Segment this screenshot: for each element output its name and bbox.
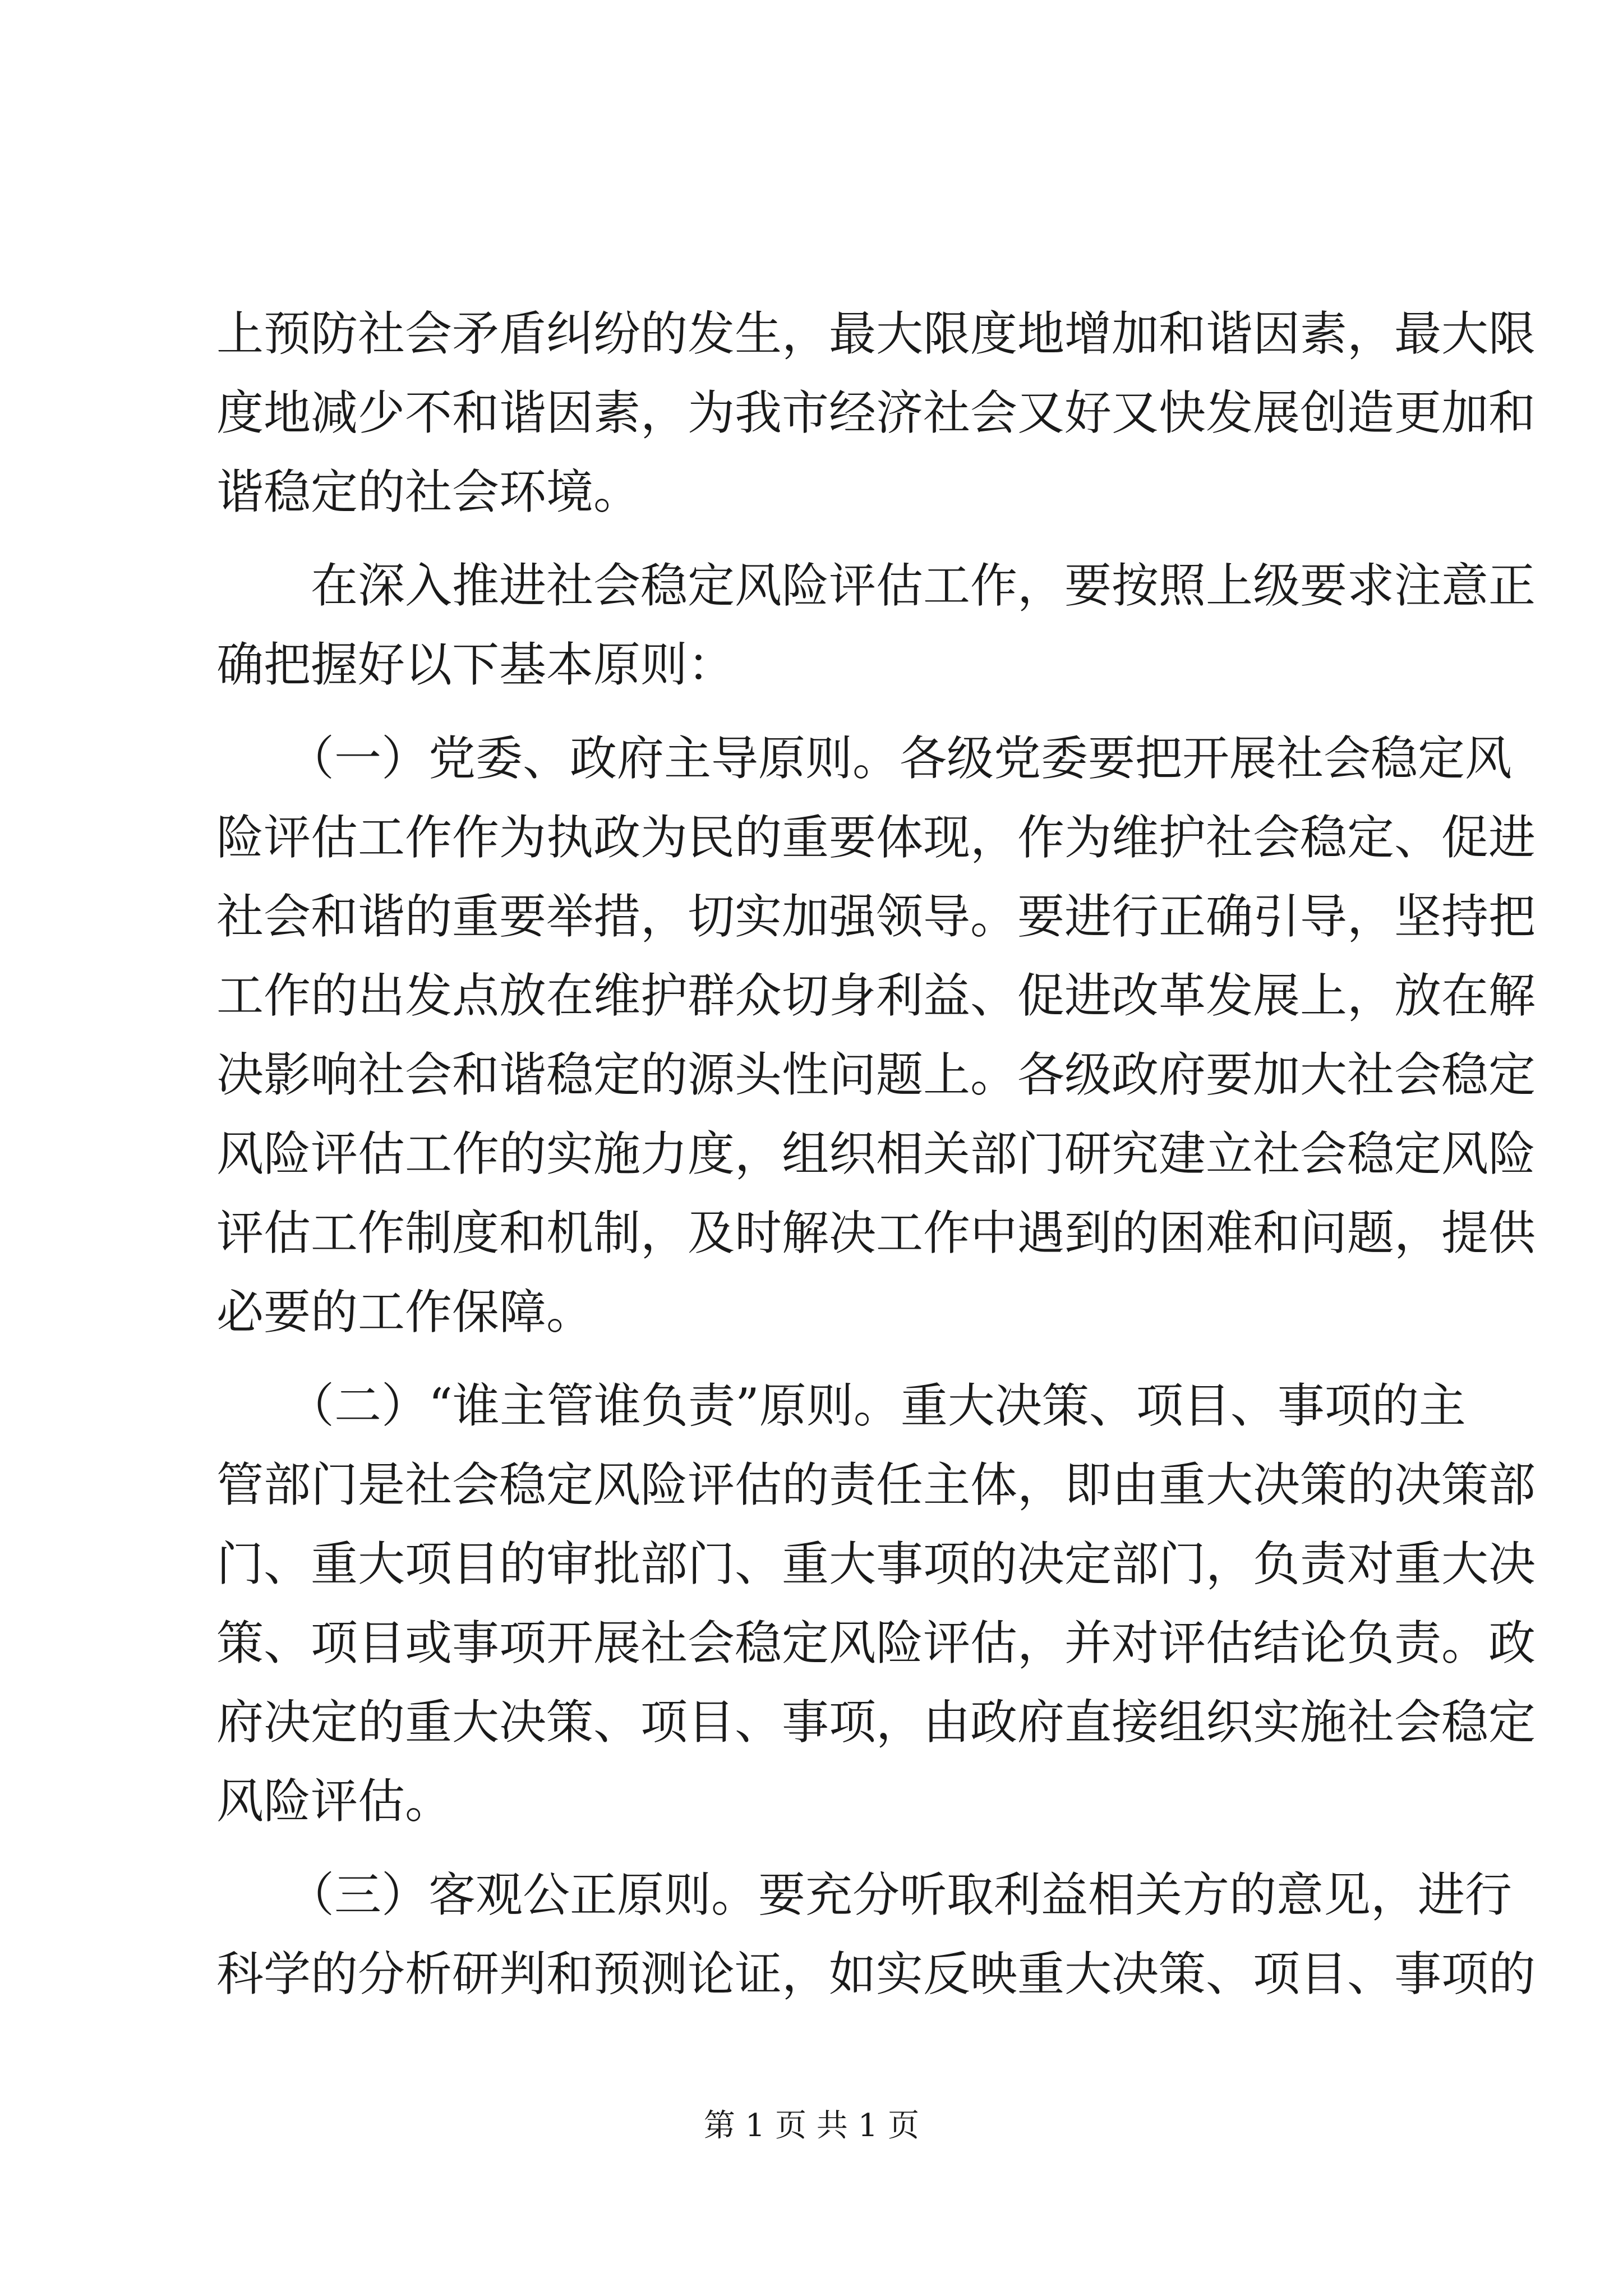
paragraph [216,1856,1536,2014]
paragraph [216,295,1536,532]
text-line: 科学的分析研判和预测论证，如实反映重大决策、项目、事项的 [216,1947,1536,2001]
text-line: 风险评估。 [216,1774,453,1829]
text-line: 在深入推进社会稳定风险评估工作，要按照上级要求注意正 [216,558,1536,613]
text-line: 府决定的重大决策、项目、事项，由政府直接组织实施社会稳定 [216,1695,1536,1750]
text-line: 度地减少不和谐因素，为我市经济社会又好又快发展创造更加和 [216,385,1536,440]
text-line: 管部门是社会稳定风险评估的责任主体，即由重大决策的决策部 [216,1457,1536,1512]
text-line: 险评估工作作为执政为民的重要体现，作为维护社会稳定、促进 [216,810,1536,865]
text-line: 风险评估工作的实施力度，组织相关部门研究建立社会稳定风险 [216,1126,1536,1181]
text-line: 谐稳定的社会环境。 [216,464,641,519]
text-line: 上预防社会矛盾纠纷的发生，最大限度地增加和谐因素，最大限 [216,306,1536,361]
text-line: 策、项目或事项开展社会稳定风险评估，并对评估结论负责。政 [216,1616,1536,1671]
text-line: 社会和谐的重要举措，切实加强领导。要进行正确引导，坚持把 [216,889,1536,944]
text-line: 门、重大项目的审批部门、重大事项的决定部门，负责对重大决 [216,1536,1536,1591]
paragraph [216,719,1536,1352]
text-line: 评估工作制度和机制，及时解决工作中遇到的困难和问题，提供 [216,1205,1536,1260]
text-line: （二）“谁主管谁负责”原则。重大决策、项目、事项的主 [216,1378,1466,1433]
paragraph [216,1366,1536,1841]
text-line: 决影响社会和谐稳定的源头性问题上。各级政府要加大社会稳定 [216,1047,1536,1102]
paragraph [216,546,1536,705]
page-footer [0,2101,1623,2146]
page-number: 第 1 页 共 1 页 [703,2108,920,2144]
document-body [216,295,1536,2014]
text-line: （一）党委、政府主导原则。各级党委要把开展社会稳定风 [216,731,1513,786]
text-line: 工作的出发点放在维护群众切身利益、促进改革发展上，放在解 [216,968,1536,1023]
text-line: 必要的工作保障。 [216,1285,594,1340]
text-line: 确把握好以下基本原则： [216,637,735,692]
text-line: （三）客观公正原则。要充分听取利益相关方的意见，进行 [216,1867,1513,1922]
